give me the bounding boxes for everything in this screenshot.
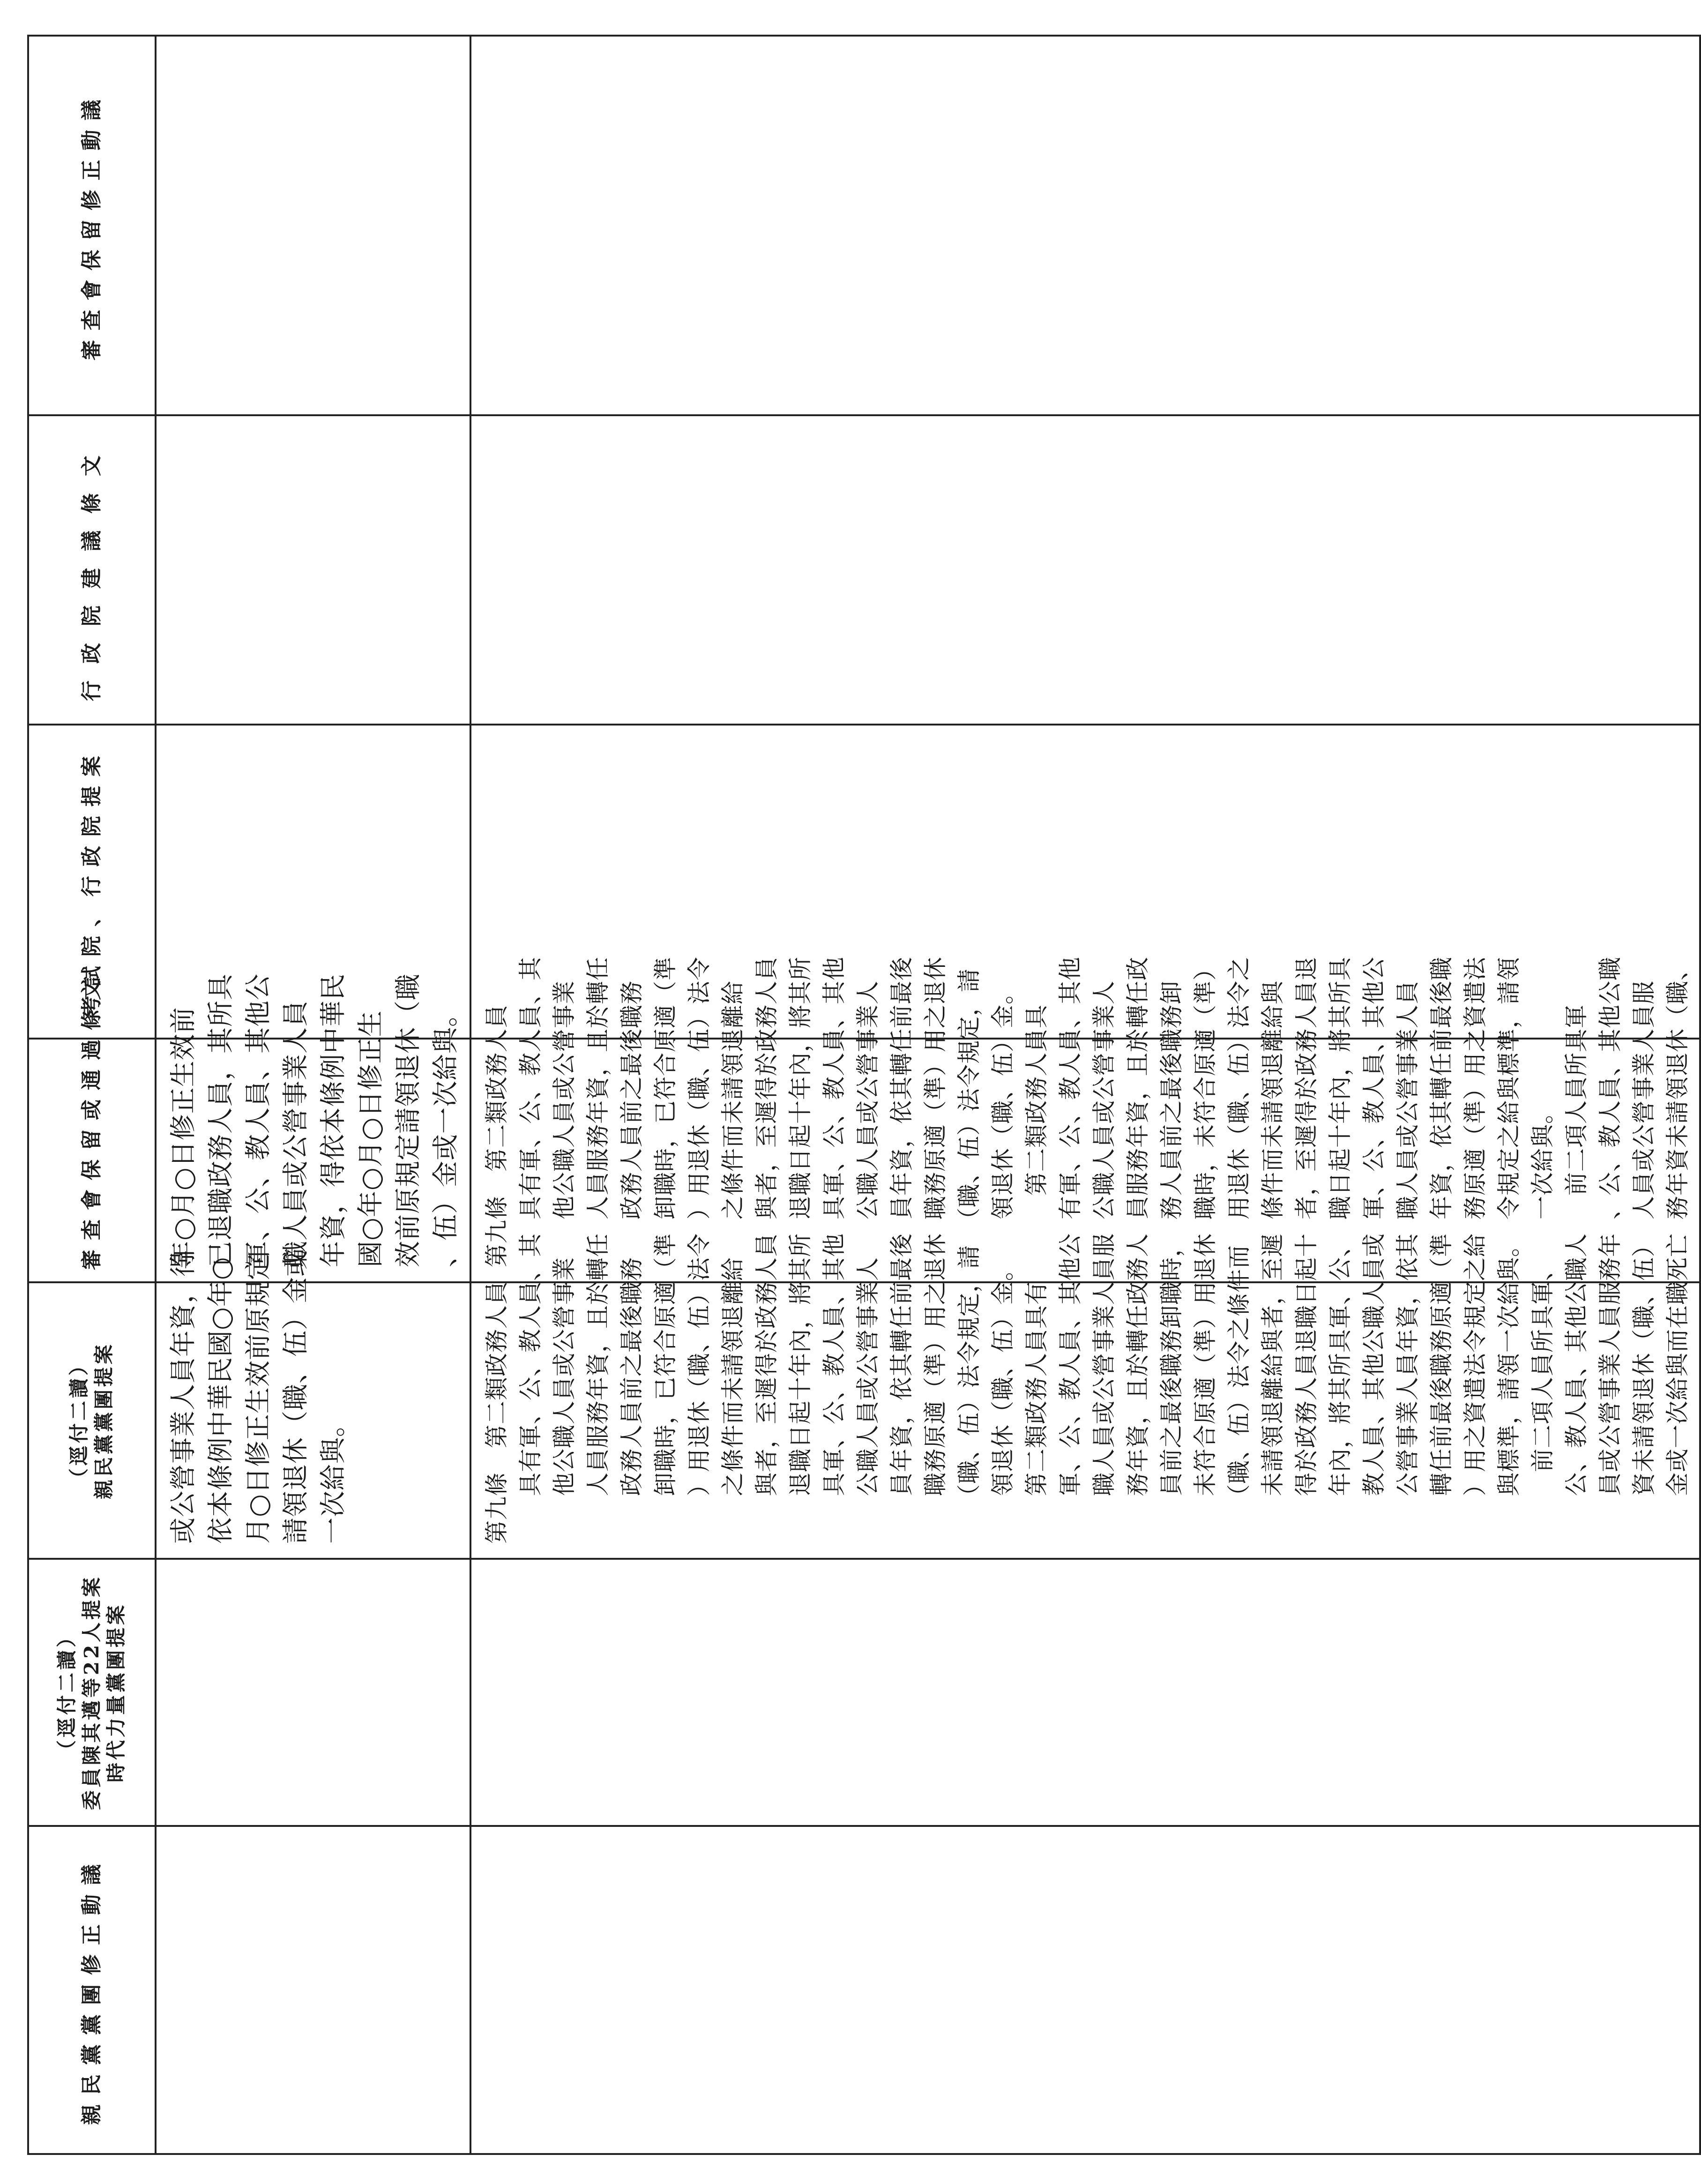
comparison-table (27, 35, 1701, 2155)
article-9-committee (471, 957, 1699, 1281)
article-9-para-3: 前二項人員所具軍、 公、教人員、其他公職人 員或公營事業人員服務年 資未請領退休（職、伍） 金或一次給與而在職死亡 (1529, 1233, 1691, 1496)
header-executive-suggested: 行政院建議條文 (28, 415, 156, 725)
article-9-para-2: 第二類政務人員具 有軍、公、教人員、其他 公職人員或公營事業人 員服務年資，且於轉任政 務人員前之最後職務卸 職時，未符合原適（準） 用退休（職、伍）法令之 條件而未請領退離給與 者，至遲得於政務人員退 職日起十年內，將其所具 軍、公、教人員、其他公 職人員或公營事業人員 年資，依其轉任前最後職 務原適（準）用之資遣法 令規定之給與標準，請領 一次給與。 (1022, 957, 1556, 1220)
cell-col7-row2 (470, 36, 1700, 415)
header-executive-proposal: 考試院、行政院提案 (28, 725, 156, 1039)
header-dpp-npp-proposal: （逕付二讀） 委員陳其邁等22人提案 時代力量黨團提案 (28, 1559, 156, 1826)
cell-col1-row1 (156, 1826, 470, 2154)
cell-col7-row1 (156, 36, 470, 415)
cell-col4-row2 (470, 957, 1700, 1282)
article-9-para-2: 第二類政務人員具有 軍、公、教人員、其他公 職人員或公營事業人員服 務年資，且於轉任政務人 員前之最後職務卸職時， 未符合原適（準）用退休 （職、伍）法令之條件而 未請領退離給與者，至遲 得於政務人員退職日起十 年內，將其所具軍、公、 教人員、其他公職人員或 公營事業人員年資，依其 轉任前最後職務原適（準 ）用之資遣法令規定之給 與標準，請領一次給與。 (1022, 1233, 1522, 1496)
cell-text: 年○月○日修正生效前 已退職政務人員，其所具 軍、公、教人員、其他公 職人員或公營事業人員 年資，得依本條例中華民 國○年○月○日修正生 效前原規定請領退休（職 、伍）金或一次給與。 (168, 973, 461, 1267)
cell-col6-row2 (470, 415, 1700, 725)
article-9-pfp (471, 1233, 1699, 1558)
article-9-para-3: 前二項人員所具軍 、公、教人員、其他公職 人員或公營事業人員服 務年資未請領退休（職、 (1562, 957, 1691, 1220)
cell-text: 或公營事業人員年資，得 依本條例中華民國○年○ 月○日修正生效前原規定 請領退休（職、伍）金或 一次給與。 (168, 1250, 349, 1544)
header-committee-text: 審查會保留或通過條文 (28, 1039, 156, 1282)
cell-col2-row1 (156, 1559, 470, 1826)
cell-col6-row1 (156, 415, 470, 725)
header-pfp-proposal: （逕付二讀） 親民黨黨團提案 (28, 1282, 156, 1559)
table-row (156, 36, 470, 2154)
table-row (470, 36, 1700, 2154)
article-9-para-1: 第九條 第二類政務人員 具有軍、公、教人員、其 他公職人員或公營事業 人員服務年資，且於轉任 政務人員前之最後職務 卸職時，已符合原適（準 ）用退休（職、伍）法令 之條件而未請領退離給 與者，至遲得於政務人員 退職日起十年內，將其所 具軍、公、教人員、其他 公職人員或公營事業人 員年資，依其轉任前最後 職務原適（準）用之退休 （職、伍）法令規定，請 領退休（職、伍）金。 (483, 957, 1016, 1267)
header-pfp-amendment: 親民黨黨團修正動議 (28, 1826, 156, 2154)
cell-col4-row1 (156, 973, 470, 1282)
cell-col3-row1 (156, 1250, 470, 1559)
cell-col3-row2 (470, 1233, 1700, 1559)
cell-col2-row2 (470, 1559, 1700, 1826)
header-row (28, 36, 156, 2154)
cell-col1-row2 (470, 1826, 1700, 2154)
article-9-para-1: 第九條 第二類政務人員 具有軍、公、教人員、其 他公職人員或公營事業 人員服務年資，且於轉任 政務人員前之最後職務 卸職時，已符合原適（準 ）用退休（職、伍）法令 之條件而未請領退離給 與者，至遲得於政務人員 退職日起十年內，將其所 具軍、公、教人員、其他 公職人員或公營事業人 員年資，依其轉任前最後 職務原適（準）用之退休 （職、伍）法令規定，請 領退休（職、伍）金。 (483, 1233, 1016, 1544)
header-committee-reserved-amendment: 審查會保留修正動議 (28, 36, 156, 415)
